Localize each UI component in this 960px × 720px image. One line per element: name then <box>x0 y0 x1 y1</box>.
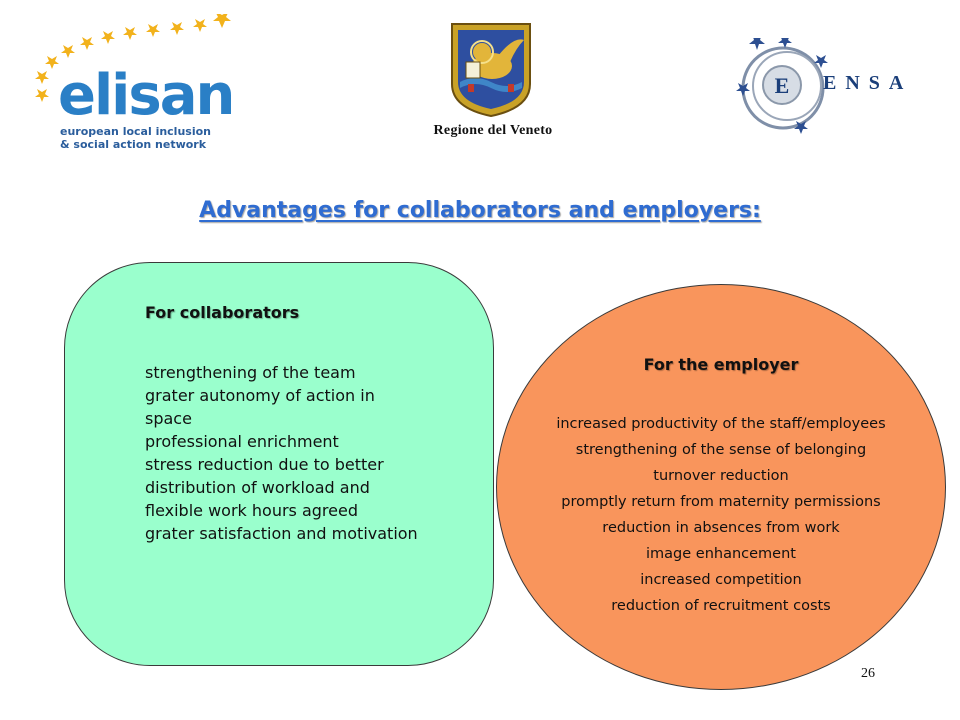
list-item: turnover reduction <box>653 468 789 484</box>
veneto-name: Regione del Veneto <box>433 123 553 138</box>
elisan-subtitle-line: & social action network <box>60 138 207 151</box>
collaborators-list <box>145 361 425 545</box>
list-item: reduction of recruitment costs <box>611 598 831 614</box>
veneto-logo <box>418 20 568 140</box>
elisan-wordmark: elisan <box>58 63 234 128</box>
list-item: reduction in absences from work <box>602 520 840 536</box>
ensa-emblem-icon <box>735 38 835 138</box>
list-item: stress reduction due to better distribution of workload and flexible work hours agreed <box>145 455 384 520</box>
employer-heading: For the employer <box>643 355 799 374</box>
list-item: grater satisfaction and motivation <box>145 524 418 543</box>
employer-list <box>497 411 945 619</box>
slide-title: Advantages for collaborators and employers: <box>199 198 761 223</box>
ensa-wordmark: ENSA <box>823 72 913 94</box>
employer-ellipse <box>496 284 946 690</box>
list-item: strengthening of the team <box>145 363 356 382</box>
collaborators-heading: For collaborators <box>145 303 300 322</box>
list-item: grater autonomy of action in space <box>145 386 375 428</box>
list-item: promptly return from maternity permissions <box>561 494 881 510</box>
list-item: increased competition <box>640 572 802 588</box>
collaborators-box <box>64 262 494 666</box>
lion-crest-icon <box>450 22 532 118</box>
elisan-subtitle-line: european local inclusion <box>60 125 211 138</box>
list-item: increased productivity of the staff/employees <box>556 416 886 432</box>
elisan-subtitle <box>60 125 211 151</box>
page-number: 26 <box>861 666 875 681</box>
svg-text:E: E <box>774 73 790 98</box>
ensa-logo <box>735 38 915 138</box>
list-item: professional enrichment <box>145 432 339 451</box>
list-item: image enhancement <box>646 546 796 562</box>
list-item: strengthening of the sense of belonging <box>575 442 867 458</box>
elisan-logo <box>32 14 242 149</box>
